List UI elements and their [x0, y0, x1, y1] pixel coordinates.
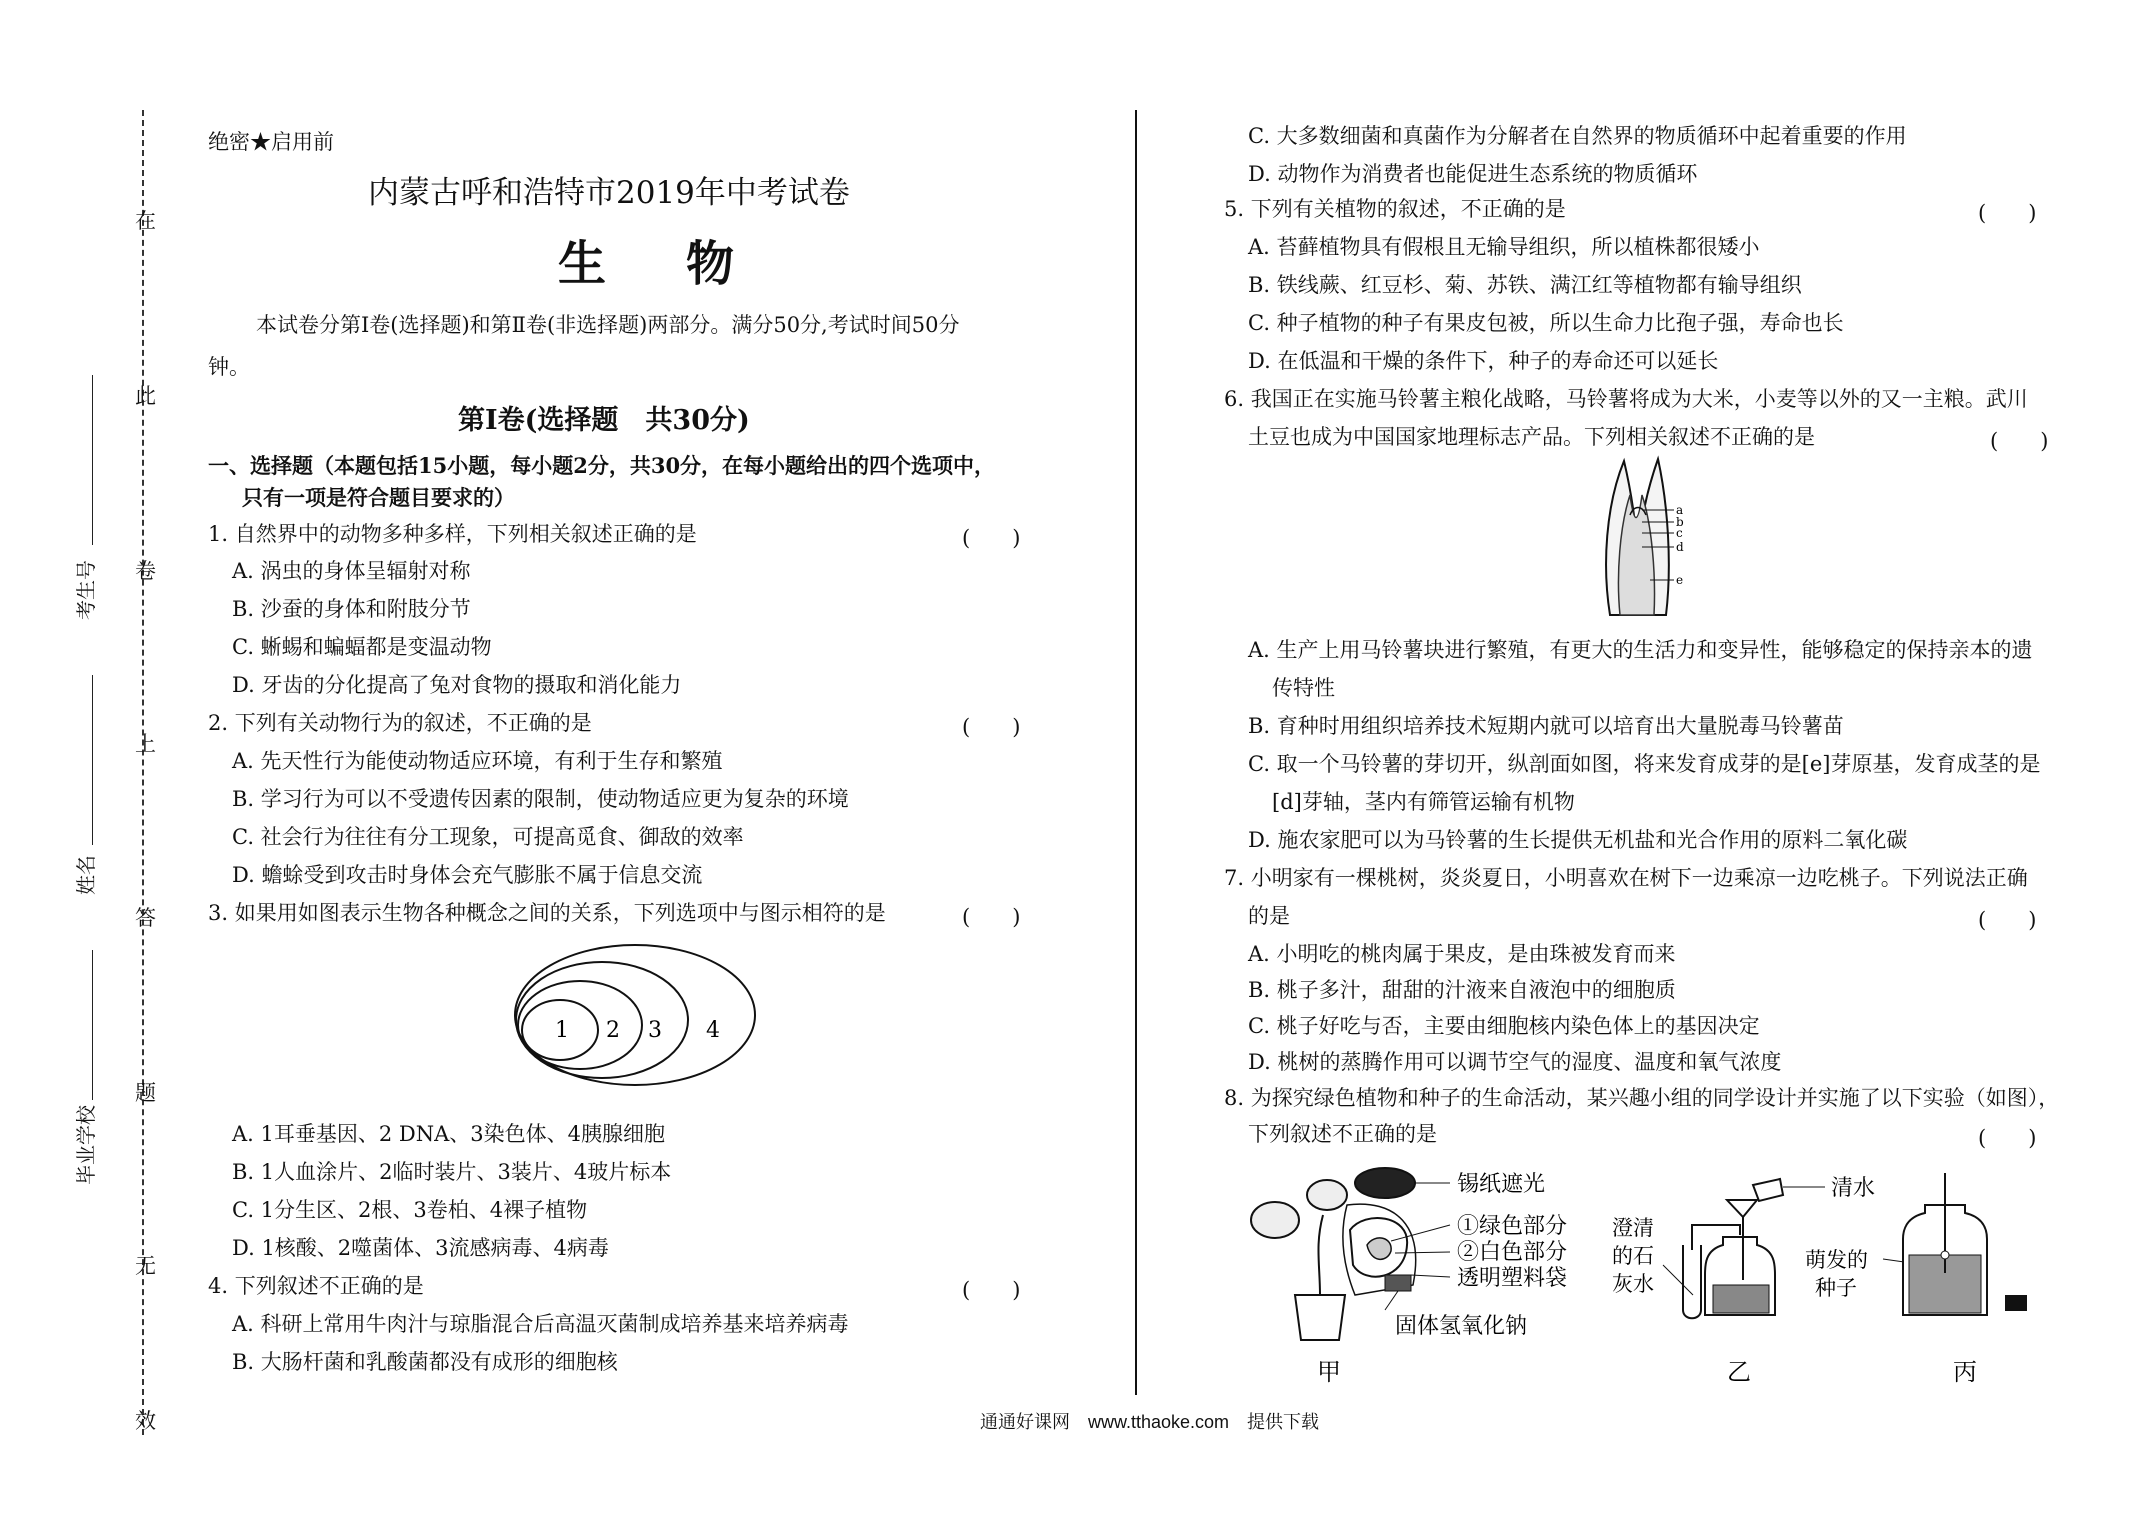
answer-bracket[interactable]: ( ): [962, 715, 1021, 739]
option: B. 学习行为可以不受遗传因素的限制，使动物适应更为复杂的环境: [232, 787, 849, 811]
question-stem: 6. 我国正在实施马铃薯主粮化战略，马铃薯将成为大米，小麦等以外的又一主粮。武川: [1224, 387, 2028, 411]
margin-warning-char: 效: [135, 1409, 156, 1433]
option: A. 科研上常用牛肉汁与琼脂混合后高温灭菌制成培养基来培养病毒: [232, 1312, 849, 1336]
option: A. 先天性行为能使动物适应环境，有利于生存和繁殖: [232, 749, 723, 773]
setup-bing: [1805, 1173, 2027, 1386]
option: A. 小明吃的桃肉属于果皮，是由珠被发育而来: [1248, 942, 1676, 966]
answer-bracket[interactable]: ( ): [1978, 1126, 2037, 1150]
answer-bracket[interactable]: ( ): [962, 1278, 1021, 1302]
school-line[interactable]: [92, 950, 93, 1100]
option: B. 大肠杆菌和乳酸菌都没有成形的细胞核: [232, 1350, 618, 1374]
footer-text: 通通好课网 www.tthaoke.com 提供下载: [980, 1412, 1320, 1432]
option: C. 桃子好吃与否，主要由细胞核内染色体上的基因决定: [1248, 1014, 1760, 1038]
label-white-part: ②白色部分: [1457, 1240, 1568, 1265]
label-water: 清水: [1831, 1176, 1876, 1201]
option: A. 涡虫的身体呈辐射对称: [232, 559, 471, 583]
examinee-number-label: 考生号: [74, 560, 98, 620]
margin-warning-char: 无: [135, 1254, 156, 1278]
section-title: 第Ⅰ卷(选择题 共30分): [458, 405, 750, 436]
option: C. 种子植物的种子有果皮包被，所以生命力比孢子强，寿命也长: [1248, 311, 1844, 335]
instructions: 一、选择题（本题包括15小题，每小题2分，共30分，在每小题给出的四个选项中，: [208, 453, 996, 478]
answer-bracket[interactable]: ( ): [1990, 429, 2049, 453]
column-divider: [1135, 110, 1137, 1395]
label-jia: 甲: [1317, 1358, 1341, 1386]
option: B. 沙蚕的身体和附肢分节: [232, 597, 471, 621]
figure-label: e: [1676, 573, 1684, 587]
option: D. 1核酸、2噬菌体、3流感病毒、4病毒: [232, 1236, 609, 1260]
nested-ellipse-diagram: [510, 940, 760, 1090]
option: C. 蜥蜴和蝙蝠都是变温动物: [232, 635, 492, 659]
option: C. 1分生区、2根、3卷柏、4裸子植物: [232, 1198, 588, 1222]
margin-warning-char: 题: [135, 1081, 156, 1105]
option: C. 大多数细菌和真菌作为分解者在自然界的物质循环中起着重要的作用: [1248, 124, 1907, 148]
label-yi: 乙: [1727, 1358, 1751, 1386]
option: A. 苔藓植物具有假根且无输导组织，所以植株都很矮小: [1248, 235, 1760, 259]
option: B. 铁线蕨、红豆杉、菊、苏铁、满江红等植物都有输导组织: [1248, 273, 1802, 297]
exam-title: 内蒙古呼和浩特市2019年中考试卷: [368, 175, 850, 211]
instructions: 只有一项是符合题目要求的）: [242, 485, 515, 510]
option: C. 取一个马铃薯的芽切开，纵剖面如图，将来发育成芽的是[e]芽原基，发育成茎的是: [1248, 752, 2041, 776]
figure-label: c: [1676, 526, 1683, 540]
margin-warning-char: 此: [135, 384, 156, 408]
label-seeds: 种子: [1815, 1276, 1857, 1300]
margin-warning-char: 在: [135, 209, 156, 233]
question-stem: 5. 下列有关植物的叙述，不正确的是: [1224, 197, 1566, 221]
figure-label: d: [1676, 540, 1684, 554]
question-stem: 的是: [1248, 904, 1290, 928]
question-stem: 1. 自然界中的动物多种多样，下列相关叙述正确的是: [208, 522, 697, 546]
name-line[interactable]: [92, 675, 93, 845]
examinee-number-line[interactable]: [92, 375, 93, 545]
ellipse-label: 1: [555, 1018, 569, 1043]
option: A. 1耳垂基因、2 DNA、3染色体、4胰腺细胞: [232, 1122, 666, 1146]
question-stem: 4. 下列叙述不正确的是: [208, 1274, 424, 1298]
margin-warning-char: 答: [135, 906, 156, 930]
ellipse-label: 4: [706, 1018, 720, 1043]
school-label: 毕业学校: [74, 1105, 98, 1185]
label-green-part: ①绿色部分: [1457, 1214, 1568, 1239]
option: B. 桃子多汁，甜甜的汁液来自液泡中的细胞质: [1248, 978, 1676, 1002]
margin-warning-char: 上: [135, 732, 156, 756]
question-stem: 7. 小明家有一棵桃树，炎炎夏日，小明喜欢在树下一边乘凉一边吃桃子。下列说法正确: [1224, 866, 2028, 890]
question-stem: 3. 如果用如图表示生物各种概念之间的关系，下列选项中与图示相符的是: [208, 901, 886, 925]
option: D. 动物作为消费者也能促进生态系统的物质循环: [1248, 162, 1698, 186]
margin-warning-char: 卷: [135, 559, 156, 583]
binding-dashed-line: [142, 110, 144, 1435]
figure-label: b: [1676, 515, 1684, 529]
experiment-figure: [1235, 1155, 2055, 1390]
option: D. 施农家肥可以为马铃薯的生长提供无机盐和光合作用的原料二氧化碳: [1248, 828, 1908, 852]
label-limewater: 澄清: [1612, 1216, 1654, 1240]
answer-bracket[interactable]: ( ): [962, 526, 1021, 550]
ellipse-label: 2: [606, 1018, 620, 1043]
option: B. 1人血涂片、2临时装片、3装片、4玻片标本: [232, 1160, 672, 1184]
label-seeds: 萌发的: [1805, 1248, 1868, 1272]
option: D. 桃树的蒸腾作用可以调节空气的湿度、温度和氧气浓度: [1248, 1050, 1782, 1074]
option: C. 社会行为往往有分工现象，可提高觅食、御敌的效率: [232, 825, 744, 849]
label-limewater: 灰水: [1612, 1272, 1654, 1296]
intro-text: 钟。: [208, 355, 250, 379]
name-label: 姓名: [74, 855, 98, 895]
label-plastic-bag: 透明塑料袋: [1457, 1266, 1568, 1291]
option: [d]芽轴，茎内有筛管运输有机物: [1272, 790, 1575, 814]
intro-text: 本试卷分第Ⅰ卷(选择题)和第Ⅱ卷(非选择题)两部分。满分50分,考试时间50分: [256, 313, 960, 337]
answer-bracket[interactable]: ( ): [1978, 201, 2037, 225]
figure-label: a: [1676, 503, 1684, 517]
ellipse-label: 3: [648, 1018, 662, 1043]
answer-bracket[interactable]: ( ): [1978, 908, 2037, 932]
option: 传特性: [1272, 676, 1335, 700]
question-stem: 8. 为探究绿色植物和种子的生命活动，某兴趣小组的同学设计并实施了以下实验（如图），: [1224, 1086, 2060, 1110]
label-naoh: 固体氢氧化钠: [1395, 1314, 1528, 1339]
option: D. 蟾蜍受到攻击时身体会充气膨胀不属于信息交流: [232, 863, 703, 887]
label-bing: 丙: [1953, 1358, 1977, 1386]
question-stem: 2. 下列有关动物行为的叙述，不正确的是: [208, 711, 592, 735]
question-stem: 下列叙述不正确的是: [1248, 1122, 1437, 1146]
option: D. 在低温和干燥的条件下，种子的寿命还可以延长: [1248, 349, 1719, 373]
question-stem: 土豆也成为中国国家地理标志产品。下列相关叙述不正确的是: [1248, 425, 1815, 449]
secret-mark: 绝密★启用前: [208, 130, 334, 154]
option: D. 牙齿的分化提高了兔对食物的摄取和消化能力: [232, 673, 682, 697]
answer-bracket[interactable]: ( ): [962, 905, 1021, 929]
option: A. 生产上用马铃薯块进行繁殖，有更大的生活力和变异性，能够稳定的保持亲本的遗: [1248, 638, 2033, 662]
option: B. 育种时用组织培养技术短期内就可以培育出大量脱毒马铃薯苗: [1248, 714, 1844, 738]
setup-jia: [1251, 1168, 1567, 1386]
potato-bud-section-figure: [1580, 455, 1700, 625]
subject-title: 生物: [558, 236, 815, 292]
label-foil: 锡纸遮光: [1457, 1172, 1546, 1197]
label-limewater: 的石: [1612, 1244, 1654, 1268]
